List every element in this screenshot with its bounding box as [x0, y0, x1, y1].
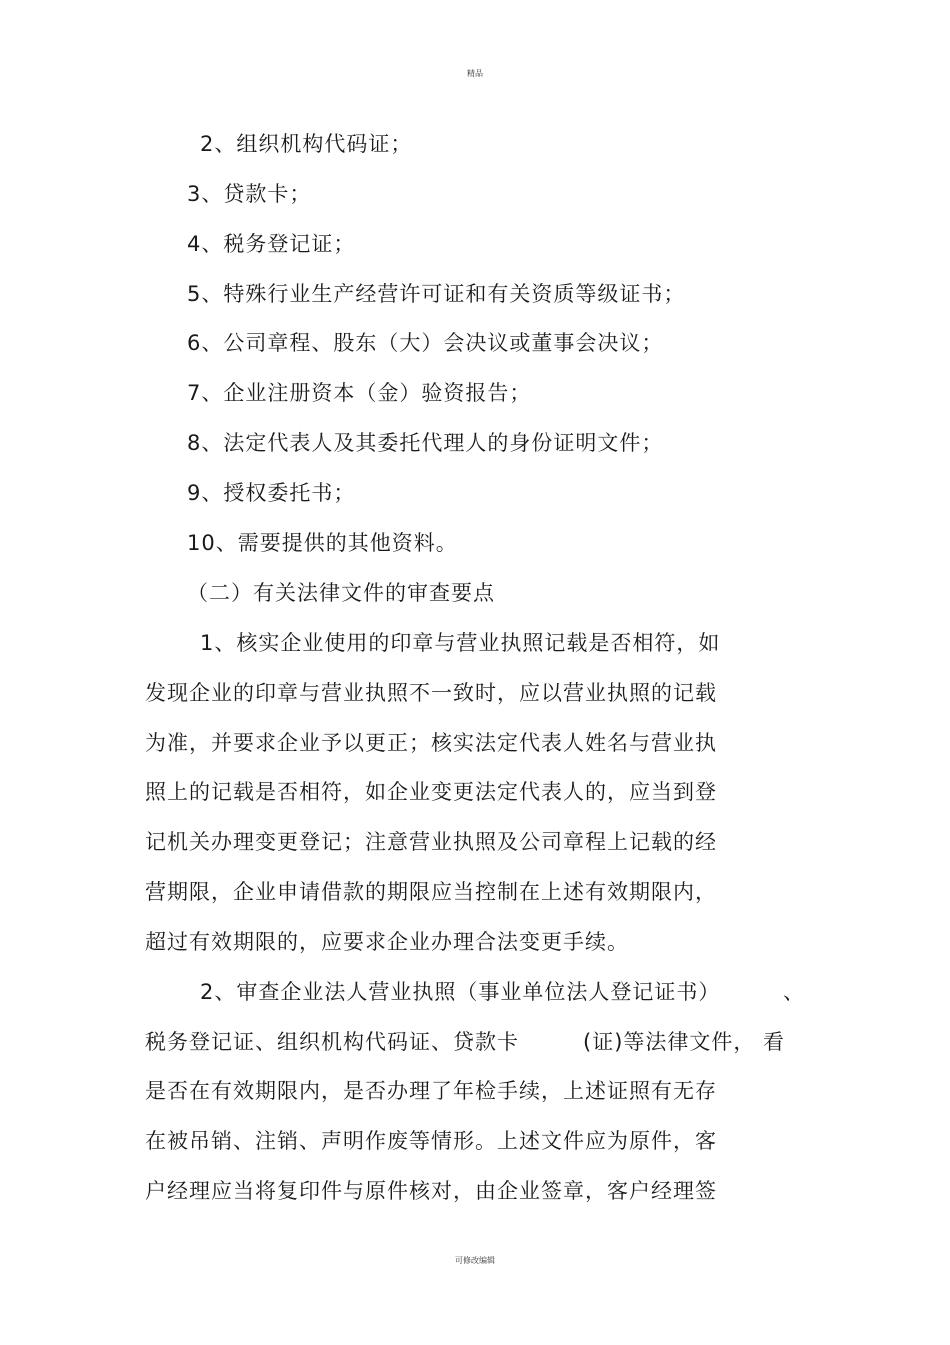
list-item: 6、公司章程、股东（大）会决议或董事会决议；	[187, 331, 664, 355]
list-item: 8、法定代表人及其委托代理人的身份证明文件；	[187, 431, 664, 455]
paragraph-line: 照上的记载是否相符，如企业变更法定代表人的，应当到登	[145, 780, 717, 804]
list-item: 10、需要提供的其他资料。	[187, 531, 458, 555]
page-header: 精品	[467, 69, 483, 78]
paragraph-line-tail: 看	[763, 1030, 785, 1054]
paragraph-line: 税务登记证、组织机构代码证、贷款卡	[145, 1030, 519, 1054]
list-item: 2、组织机构代码证；	[200, 132, 413, 156]
list-item: 9、授权委托书；	[187, 481, 356, 505]
list-item: 3、贷款卡；	[187, 182, 312, 206]
paragraph-line: 记机关办理变更登记；注意营业执照及公司章程上记载的经	[145, 830, 717, 854]
list-item: 4、税务登记证；	[187, 232, 356, 256]
paragraph-line: 1、核实企业使用的印章与营业执照记载是否相符，如	[200, 631, 721, 655]
paragraph-line: 在被吊销、注销、声明作废等情形。上述文件应为原件，客	[145, 1129, 717, 1153]
section-heading: （二）有关法律文件的审查要点	[187, 581, 495, 605]
paragraph-line: 是否在有效期限内，是否办理了年检手续，上述证照有无存	[145, 1079, 717, 1103]
paragraph-line: 2、审查企业法人营业执照（事业单位法人登记证书）	[200, 980, 721, 1004]
paragraph-line-mid: (证)等法律文件，	[583, 1030, 756, 1054]
paragraph-line: 为准，并要求企业予以更正；核实法定代表人姓名与营业执	[145, 731, 717, 755]
paragraph-line-tail: 、	[783, 980, 805, 1004]
paragraph-line: 营期限，企业申请借款的期限应当控制在上述有效期限内，	[145, 880, 717, 904]
paragraph-line: 户经理应当将复印件与原件核对，由企业签章，客户经理签	[145, 1179, 717, 1203]
paragraph-line: 发现企业的印章与营业执照不一致时，应以营业执照的记载	[145, 681, 717, 705]
list-item: 5、特殊行业生产经营许可证和有关资质等级证书；	[187, 282, 686, 306]
page-footer: 可修改编辑	[455, 1256, 495, 1265]
paragraph-line: 超过有效期限的，应要求企业办理合法变更手续。	[145, 930, 629, 954]
list-item: 7、企业注册资本（金）验资报告；	[187, 381, 532, 405]
